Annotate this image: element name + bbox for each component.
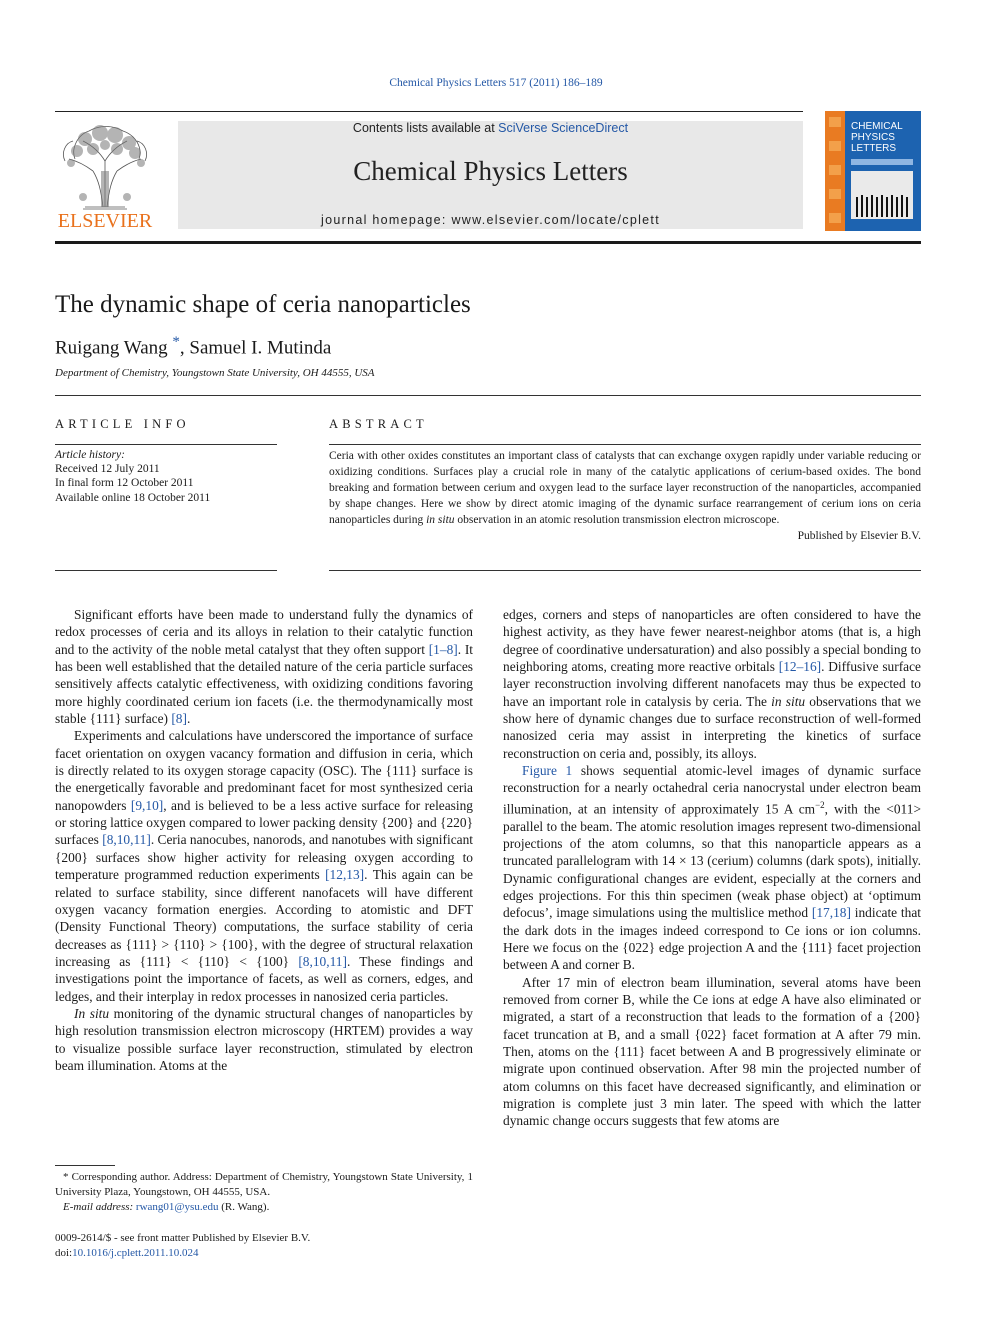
text-run: shows sequential atomic-level images of dynamic surface reconstruction for a nearly octahedral ceria nanocrystal under electron beam illumination, at an intensity of approximately 15 A cm	[503, 763, 921, 817]
body-right-column	[503, 606, 921, 1130]
paragraph	[503, 762, 921, 974]
footnote-rule	[55, 1165, 115, 1166]
corresponding-author-mark[interactable]: *	[172, 334, 180, 350]
text-run: observations that we show here of dynamic changes due to surface reconstruction of well-formed nanosized ceria may assist in interpreting the kinetics of surface reconstruction on ceria and, possibly, its alloys.	[503, 693, 921, 761]
text-run: . Ceria nanocubes, nanorods, and nanotubes with significant {200} surfaces show higher activity for releasing oxygen according to temperature programmed reduction experiments	[55, 832, 473, 883]
body-left-column	[55, 606, 473, 1074]
paragraph	[55, 606, 473, 727]
paragraph	[55, 727, 473, 1005]
citation-link[interactable]: [1–8]	[428, 641, 458, 657]
history-label: Article history:	[55, 449, 125, 461]
header-bottom-rule	[55, 241, 921, 244]
author-list	[55, 334, 331, 359]
citation-link[interactable]: [8]	[171, 711, 187, 727]
footnote-mark: *	[63, 1171, 69, 1183]
abstract-text-a: Ceria with other oxides constitutes an important class of catalysts that can exchange oxygen rapidly under variable reducing or oxidizing conditions. Surfaces play a crucial role in many of the catalytic applications of cerium-based oxides. The bond breaking and formation between cerium and oxygen lead to the surface layer reconstruction of the nanoparticles, accompanied by shape changes. Here we show by direct atomic imaging of the dynamic surface rearrangement of cerium ions on ceria nanoparticles during	[329, 450, 921, 526]
contents-line	[178, 121, 803, 135]
elsevier-wordmark: ELSEVIER	[57, 210, 153, 231]
citation-link[interactable]: [17,18]	[811, 905, 851, 921]
superscript: −2	[815, 799, 825, 810]
abstract-text-b: observation in an atomic resolution transmission electron microscope.	[454, 514, 780, 526]
final-form-date: In final form 12 October 2011	[55, 477, 194, 490]
abstract-published: Published by Elsevier B.V.	[797, 530, 921, 542]
article-history	[55, 448, 277, 505]
author-wang[interactable]: Ruigang Wang	[55, 337, 168, 359]
text-run: , with the <011> parallel to the beam. The atomic resolution images represent two-dimensional projections of the atom columns, so that this nanoparticle appears as a truncated parallelogram with 14 × 13 (cerium) columns (dark spots), initially. Dynamic configurational changes are evident, especially at the corners and edges projections. For this thin specimen (weak phase object) at ‘optimum defocus’, image simulations using the multislice method	[503, 801, 921, 921]
issn-line: 0009-2614/$ - see front matter Published by Elsevier B.V.	[55, 1232, 311, 1244]
paragraph	[503, 606, 921, 762]
paragraph	[55, 1005, 473, 1074]
contents-prefix: Contents lists available at	[352, 121, 499, 135]
text-run: Experiments and calculations have underscored the importance of surface facet orientation on oxygen vacancy formation and diffusion in ceria, which is directly related to its oxygen storage capacity (OSC). The {111} surface is the energetically favorable and predominant facet for most synthesized ceria nanopowders	[55, 728, 473, 813]
journal-title: Chemical Physics Letters	[353, 156, 628, 186]
citation-link[interactable]: [12–16]	[778, 659, 822, 675]
text-run: , and is believed to be a less active surface for releasing or storing lattice oxygen compared to lower packing density {200} and {220} surfaces	[55, 797, 473, 848]
article-info-heading: ARTICLE INFO	[55, 417, 190, 431]
text-run: edges, corners and steps of nanoparticles are often considered to have the highest activity, as they have fewer nearest-neighbor atoms (that is, a high degree of coordinative undersaturation) and also possibly a special bonding to neighboring atoms, creating more reactive orbitals	[503, 607, 921, 675]
text-run: . It has been well established that the detailed nature of the ceria particle surfaces sensitively affects catalytic effectiveness, with oxidizing conditions favoring more highly coordinated cerium ion facets (i.e. the thermodynamically most stable {111} surface)	[55, 641, 474, 727]
article-info-bottom-rule	[55, 570, 277, 571]
doi-label: doi:	[55, 1246, 73, 1259]
author-mutinda[interactable]: Samuel I. Mutinda	[189, 337, 332, 359]
author-affiliation: Department of Chemistry, Youngstown State University, OH 44555, USA	[55, 367, 375, 379]
email-suffix: (R. Wang).	[218, 1201, 270, 1213]
journal-cover-image[interactable]	[825, 111, 921, 231]
text-run-italic: In situ	[74, 1005, 110, 1021]
abstract-heading: ABSTRACT	[329, 417, 428, 431]
title-separator	[55, 395, 921, 396]
text-run: . This again can be related to surface stability, since different nanofacets will have different oxygen vacancy formation energies. According to atomistic and DFT (Density Functional Theory) computations, the surface stability of ceria decreases as {111} > {110} > {100}, with the degree of structural relaxation increasing as {111} < {110} < {100}	[55, 867, 473, 969]
paragraph	[503, 974, 921, 1130]
citation-link[interactable]: [9,10]	[130, 797, 164, 813]
footnote-text: Corresponding author. Address: Department of Chemistry, Youngstown State University, 1 University Plaza, Youngstown, OH 44555, USA.	[55, 1171, 473, 1198]
cover-title-line-3: LETTERS	[851, 143, 897, 154]
author-email-link[interactable]: rwang01@ysu.edu	[135, 1201, 219, 1213]
doi-link[interactable]: 10.1016/j.cplett.2011.10.024	[72, 1246, 199, 1259]
front-matter-info	[55, 1231, 310, 1260]
text-run: Significant efforts have been made to understand fully the dynamics of redox processes of ceria and its alloys in relation to their catalytic function and to the activity of the noble metal catalyst that they often support	[55, 607, 473, 657]
abstract-rule	[329, 444, 921, 445]
abstract-body	[329, 448, 921, 544]
text-run: .	[186, 711, 191, 727]
online-date: Available online 18 October 2011	[55, 491, 211, 504]
figure-link[interactable]: Figure 1	[522, 763, 573, 779]
citation-link[interactable]: [8,10,11]	[102, 832, 151, 848]
footnote	[55, 1170, 473, 1215]
text-run: . Diffusive surface layer reconstruction involving different nanofacets may thus be expected to have an important role in catalysis by ceria. The	[503, 659, 921, 709]
sciencedirect-link[interactable]: SciVerse ScienceDirect	[498, 121, 629, 135]
received-date: Received 12 July 2011	[55, 463, 160, 476]
article-info-rule	[55, 444, 277, 445]
article-title: The dynamic shape of ceria nanoparticles	[55, 291, 471, 318]
author-separator: ,	[179, 337, 190, 359]
cover-title-line-2: PHYSICS	[851, 132, 895, 143]
citation-link[interactable]: [8,10,11]	[298, 953, 347, 969]
abstract-bottom-rule	[329, 570, 921, 571]
citation-link[interactable]: [12,13]	[325, 867, 365, 883]
abstract-italic: in situ	[426, 514, 455, 526]
journal-homepage[interactable]: journal homepage: www.elsevier.com/locate/cplett	[321, 213, 660, 227]
cover-title-line-1: CHEMICAL	[851, 121, 903, 132]
header-top-rule	[55, 111, 803, 112]
text-run: monitoring of the dynamic structural changes of nanoparticles by high resolution transmission electron microscopy (HRTEM) provides a way to visualize possible surface layer reconstruction, stimulated by electron beam illumination. Atoms at the	[55, 1005, 473, 1073]
text-run: . These findings and investigations point the importance of facets, as well as corners, edges, and ledges, and their interplay in redox processes in nanosized ceria particles.	[55, 953, 473, 1004]
text-run: After 17 min of electron beam illumination, several atoms have been removed from corner B, while the Ce ions at edge A have also eliminated or migrated, a start of a reconstruction that leads to the formation of a {200} facet truncation at B, and a small {022} facet formation at A after 79 min. Then, atoms on the {111} facet between A and B progressively eliminate or migrate upon continued observation. After 98 min the projected number of atom columns on this facet have decreased significantly, and elimination or migration is complete just 3 min later. The speed with which the latter dynamic change occurs suggests that few atoms are	[503, 974, 921, 1129]
journal-citation[interactable]: Chemical Physics Letters 517 (2011) 186–189	[389, 77, 603, 89]
email-label: E-mail address:	[63, 1201, 134, 1213]
text-run: indicate that the dark dots in the images indeed correspond to Ce ions or ion columns. Here we focus on the {022} edge projection A and the {111} facet projection between A and corner B.	[503, 905, 921, 973]
elsevier-tree-logo[interactable]	[55, 121, 155, 231]
text-run-italic: in situ	[771, 693, 806, 709]
